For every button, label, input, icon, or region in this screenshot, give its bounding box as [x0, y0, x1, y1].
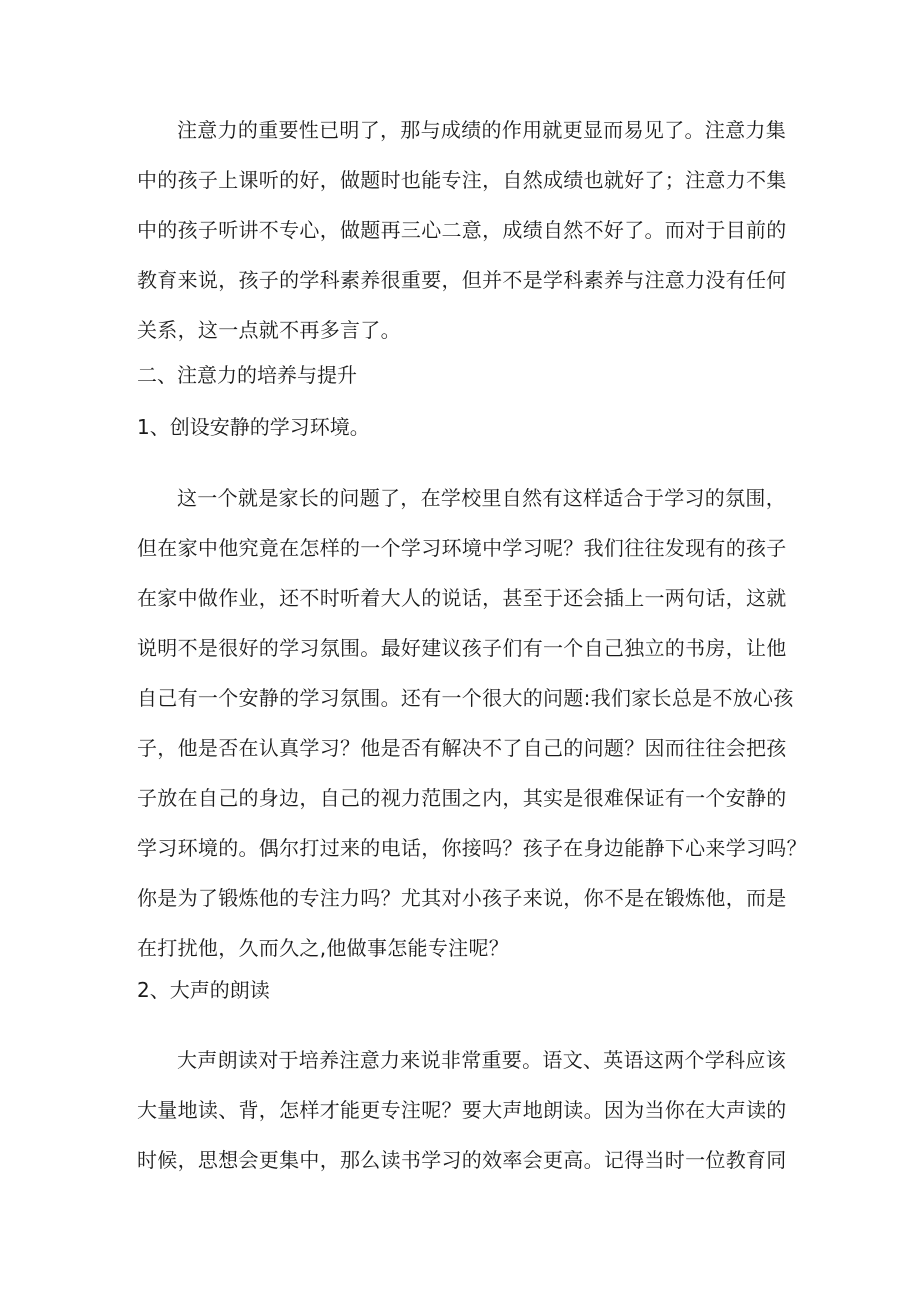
text-line: 时候，思想会更集中，那么读书学习的效率会更高。记得当时一位教育同 [137, 1148, 787, 1172]
text-line: 说明不是很好的学习氛围。最好建议孩子们有一个自己独立的书房，让他 [137, 636, 787, 660]
text-line: 中的孩子听讲不专心，做题再三心二意，成绩自然不好了。而对于目前的 [137, 218, 787, 242]
text-line: 自己有一个安静的学习氛围。还有一个很大的问题:我们家长总是不放心孩 [137, 686, 794, 710]
text-line: 你是为了锻炼他的专注力吗？尤其对小孩子来说，你不是在锻炼他，而是 [137, 886, 787, 910]
section-heading: 二、注意力的培养与提升 [137, 363, 357, 387]
text-line: 关系，这一点就不再多言了。 [137, 318, 401, 342]
text-line: 这一个就是家长的问题了，在学校里自然有这样适合于学习的氛围， [177, 486, 786, 510]
text-line: 子，他是否在认真学习？他是否有解决不了自己的问题？因而往往会把孩 [137, 736, 787, 760]
text-line: 大量地读、背，怎样才能更专注呢？要大声地朗读。因为当你在大声读的 [137, 1098, 787, 1122]
text-line: 教育来说，孩子的学科素养很重要，但并不是学科素养与注意力没有任何 [137, 268, 787, 292]
paragraph-quiet-environment [137, 473, 807, 973]
paragraph-reading-aloud [137, 1035, 789, 1185]
text-line: 学习环境的。偶尔打过来的电话，你接吗？孩子在身边能静下心来学习吗？ [137, 836, 807, 860]
text-line: 注意力的重要性已明了，那与成绩的作用就更显而易见了。注意力集 [177, 118, 786, 142]
paragraph-attention-and-grades [137, 105, 789, 355]
text-line: 在家中做作业，还不时听着大人的说话，甚至于还会插上一两句话，这就 [137, 586, 787, 610]
text-line: 在打扰他，久而久之,他做事怎能专注呢？ [137, 936, 510, 960]
subheading-reading-aloud: 2、大声的朗读 [137, 978, 270, 1002]
text-line: 子放在自己的身边，自己的视力范围之内，其实是很难保证有一个安静的 [137, 786, 787, 810]
text-line: 中的孩子上课听的好，做题时也能专注，自然成绩也就好了；注意力不集 [137, 168, 787, 192]
text-line: 大声朗读对于培养注意力来说非常重要。语文、英语这两个学科应该 [177, 1048, 786, 1072]
subheading-quiet-environment: 1、创设安静的学习环境。 [137, 415, 370, 439]
text-line: 但在家中他究竟在怎样的一个学习环境中学习呢？我们往往发现有的孩子 [137, 536, 787, 560]
